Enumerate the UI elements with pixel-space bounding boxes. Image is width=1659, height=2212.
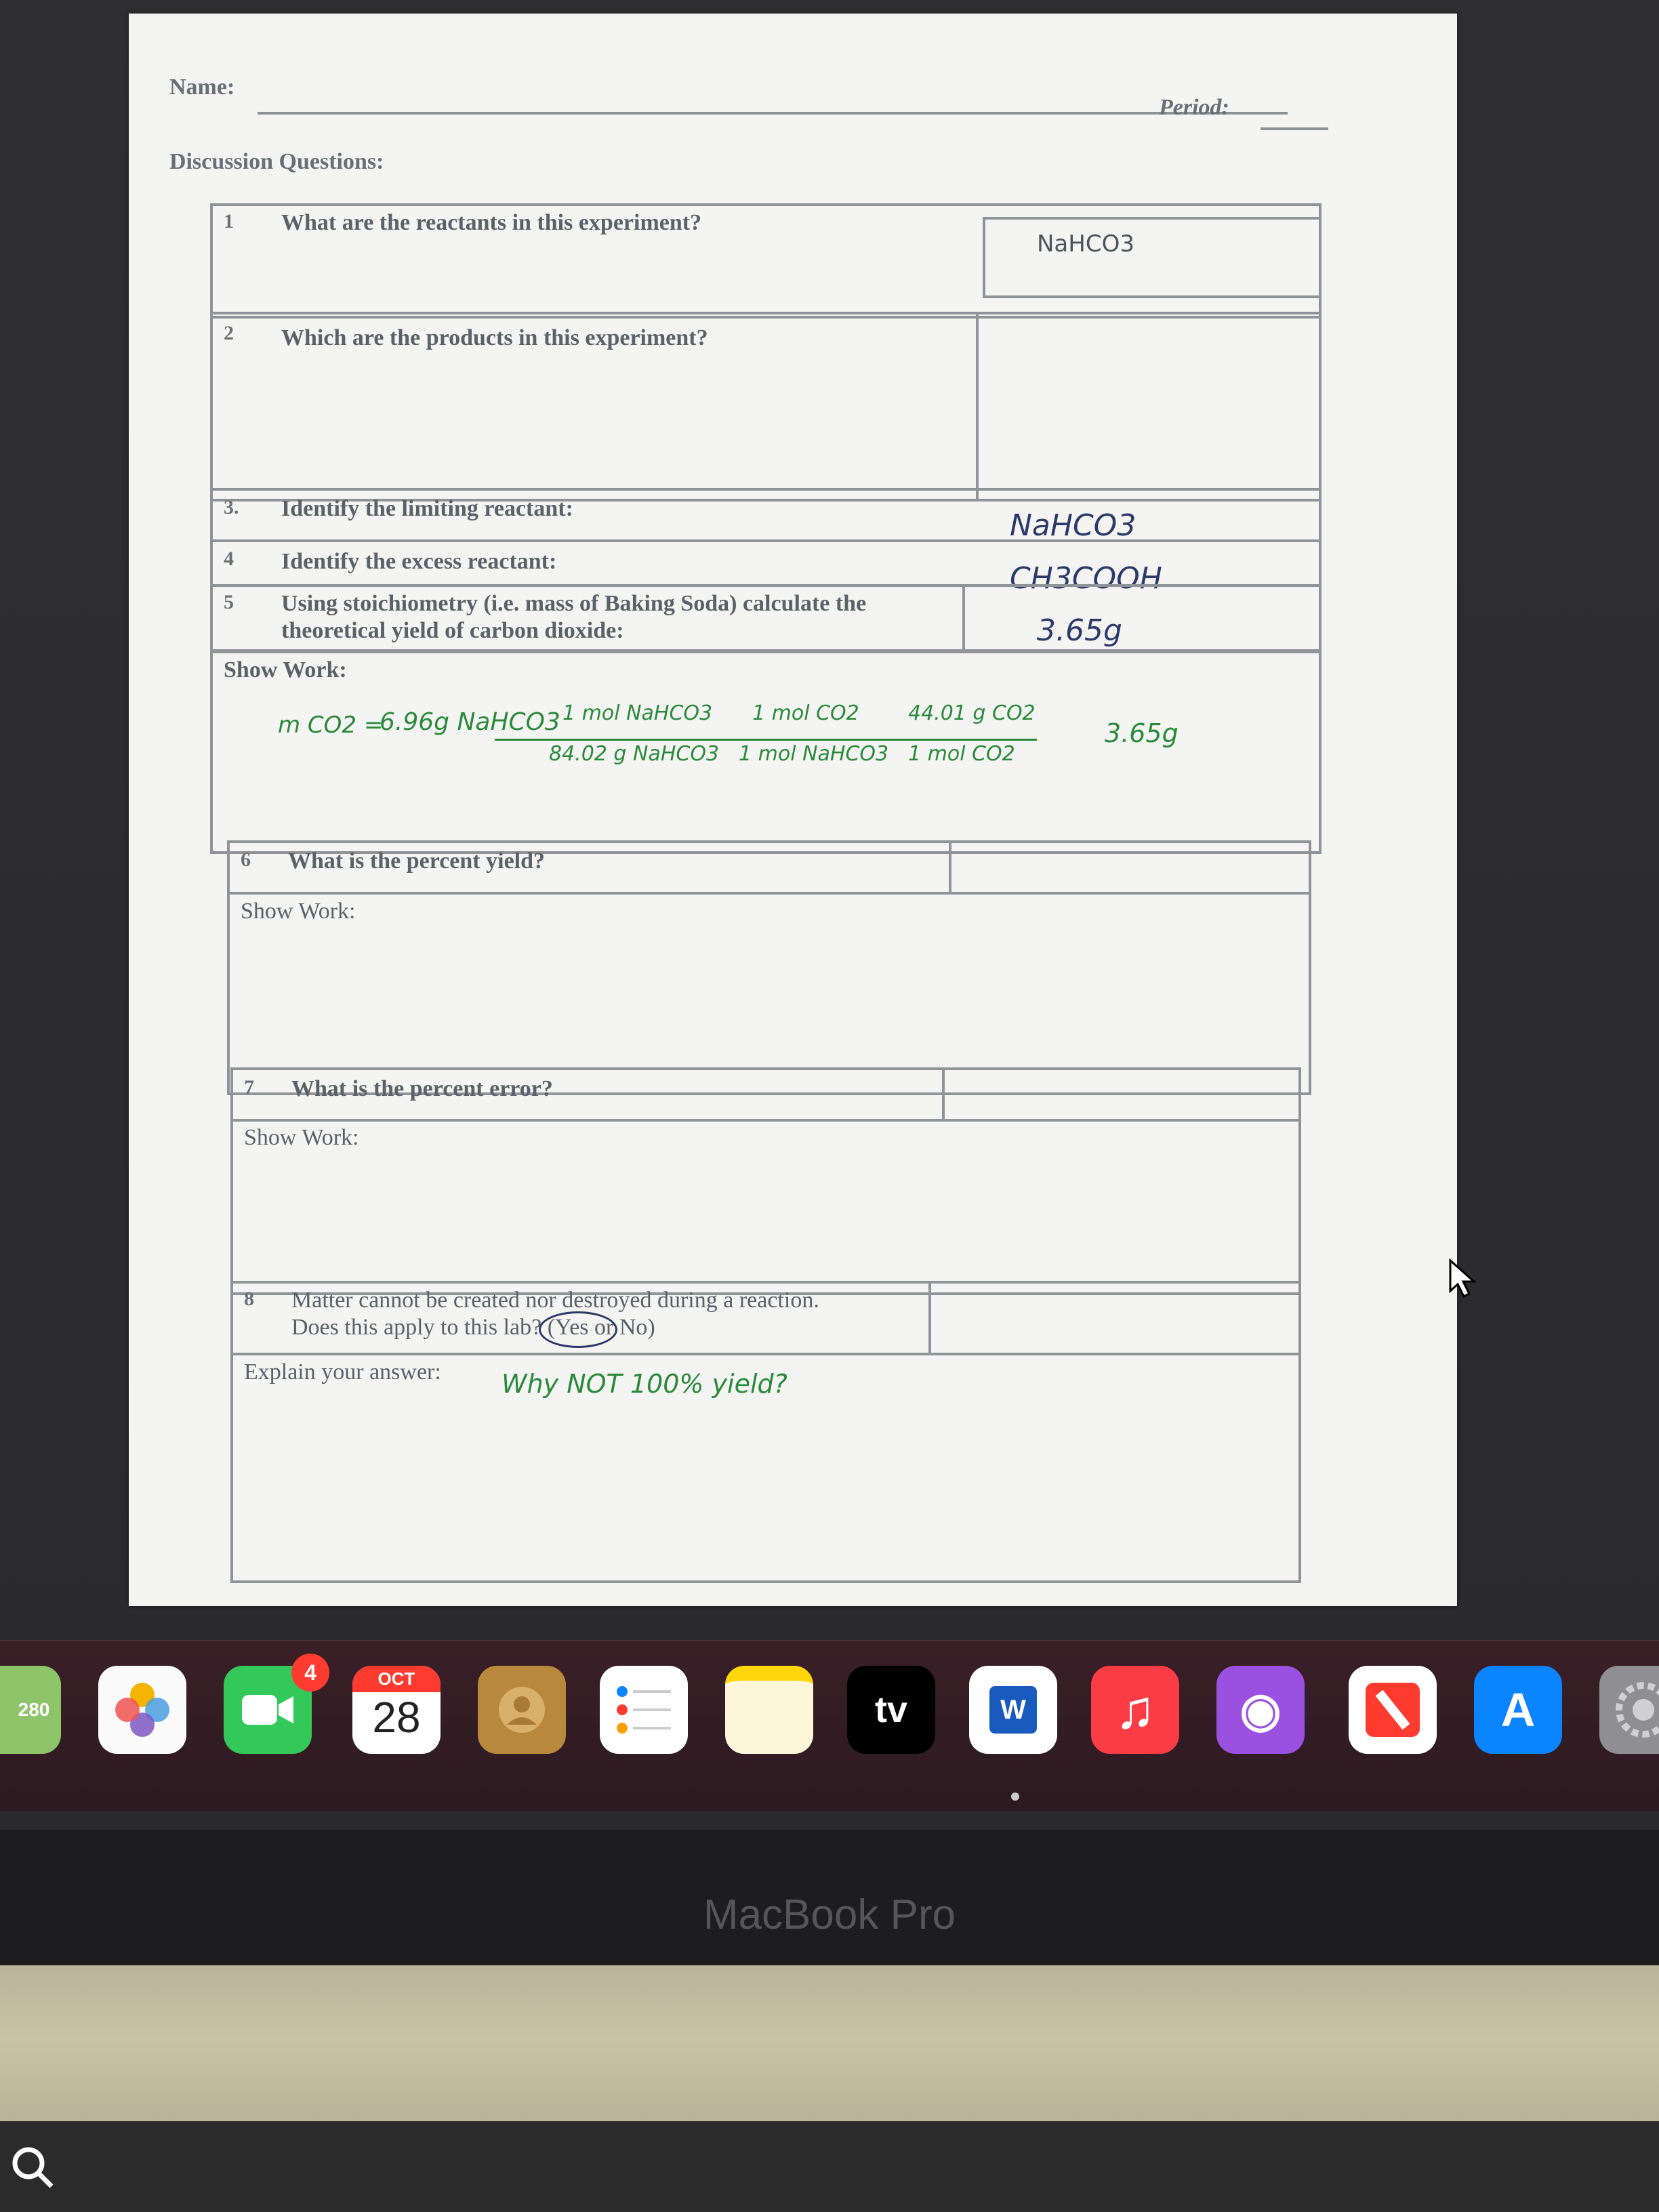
explain-answer: Why NOT 100% yield? [501,1369,787,1399]
handwritten-answer: CH3COOH [1010,561,1162,596]
music-app-icon[interactable]: ♫ [1091,1666,1179,1754]
work-mass-symbol: m CO2 = [278,712,384,739]
question-number: 5 [224,591,234,613]
notes-app-icon[interactable] [725,1666,813,1754]
question-number: 3. [224,496,239,518]
answer-text: NaHCO3 [1037,230,1134,258]
maps-app-icon[interactable]: 280 [0,1666,61,1754]
system-settings-icon[interactable] [1599,1666,1659,1754]
question-text: What is the percent error? [291,1076,553,1101]
answer-box-6 [949,840,1311,895]
question-text: Which are the products in this experiment? [281,325,708,350]
question-number: 1 [224,210,234,232]
photos-app-icon[interactable] [98,1666,186,1754]
contacts-app-icon[interactable] [478,1666,566,1754]
show-work-area-7 [230,1119,1301,1295]
work-factor3-num: 44.01 g CO2 [908,701,1036,725]
question-text: Identify the limiting reactant: [281,496,573,521]
question-number: 7 [244,1076,254,1099]
fraction-bar [495,739,1037,741]
answer-box-1 [983,217,1322,298]
video-camera-icon [241,1691,295,1729]
facetime-badge: 4 [291,1654,329,1692]
search-icon[interactable] [7,2142,61,2196]
show-work-label: Show Work: [224,657,347,682]
laptop-model-label: MacBook Pro [703,1891,956,1938]
question-text: Using stoichiometry (i.e. mass of Baking Soda) calculate the [281,591,867,616]
explain-label: Explain your answer: [244,1359,441,1385]
mouse-cursor-icon [1447,1257,1481,1298]
word-app-icon[interactable] [969,1666,1057,1754]
calendar-month: OCT [352,1666,441,1692]
app-store-icon[interactable]: A [1474,1666,1562,1754]
apple-tv-app-icon[interactable]: tv [847,1666,935,1754]
work-factor3-den: 1 mol CO2 [908,742,1015,766]
work-given: 6.96g NaHCO3 [380,708,560,736]
news-icon [1362,1679,1423,1740]
question-text: Identify the excess reactant: [281,549,557,574]
handwritten-answer: 3.65g [1037,613,1122,648]
show-work-area-6 [227,892,1311,1095]
podcasts-app-icon[interactable]: ◉ [1216,1666,1305,1754]
question-number: 2 [224,322,234,344]
calendar-day: 28 [372,1693,421,1742]
gear-icon [1613,1679,1659,1740]
work-factor1-den: 84.02 g NaHCO3 [549,742,720,766]
reminders-app-icon[interactable] [600,1666,688,1754]
work-factor1-num: 1 mol NaHCO3 [562,701,713,725]
question-number: 4 [224,548,234,570]
section-title: Discussion Questions: [169,149,384,174]
question-number: 6 [241,848,251,871]
work-result: 3.65g [1105,718,1179,748]
question-number: 8 [244,1288,254,1310]
word-letter: W [989,1686,1037,1734]
handwritten-answer: NaHCO3 [1010,508,1136,543]
news-app-icon[interactable] [1349,1666,1437,1754]
running-indicator [1011,1793,1019,1801]
period-label: Period: [1159,95,1229,120]
work-factor2-num: 1 mol CO2 [752,701,859,725]
photos-flower-icon [108,1676,176,1744]
question-text: Matter cannot be created nor destroyed during a reaction. [291,1288,819,1313]
answer-box-2 [976,312,1322,501]
answer-box-8 [928,1281,1301,1355]
touch-bar [0,2121,1659,2212]
worksheet-page [129,14,1457,1606]
question-text-line2: theoretical yield of carbon dioxide: [281,618,624,643]
show-work-label: Show Work: [244,1125,359,1150]
work-factor2-den: 1 mol NaHCO3 [739,742,889,766]
calendar-app-icon[interactable] [352,1666,441,1754]
name-line [258,112,1288,115]
answer-box-5 [962,584,1322,652]
question-text-line2: Does this apply to this lab? (Yes or No) [291,1315,655,1340]
period-line [1261,127,1328,130]
question-text: What are the reactants in this experiment? [281,210,702,235]
show-work-label: Show Work: [241,899,356,924]
person-icon [495,1683,549,1737]
answer-box-7 [942,1067,1301,1122]
checklist-icon [610,1679,678,1740]
yes-circle-mark [539,1311,617,1348]
name-label: Name: [169,75,235,100]
question-text: What is the percent yield? [288,848,546,874]
